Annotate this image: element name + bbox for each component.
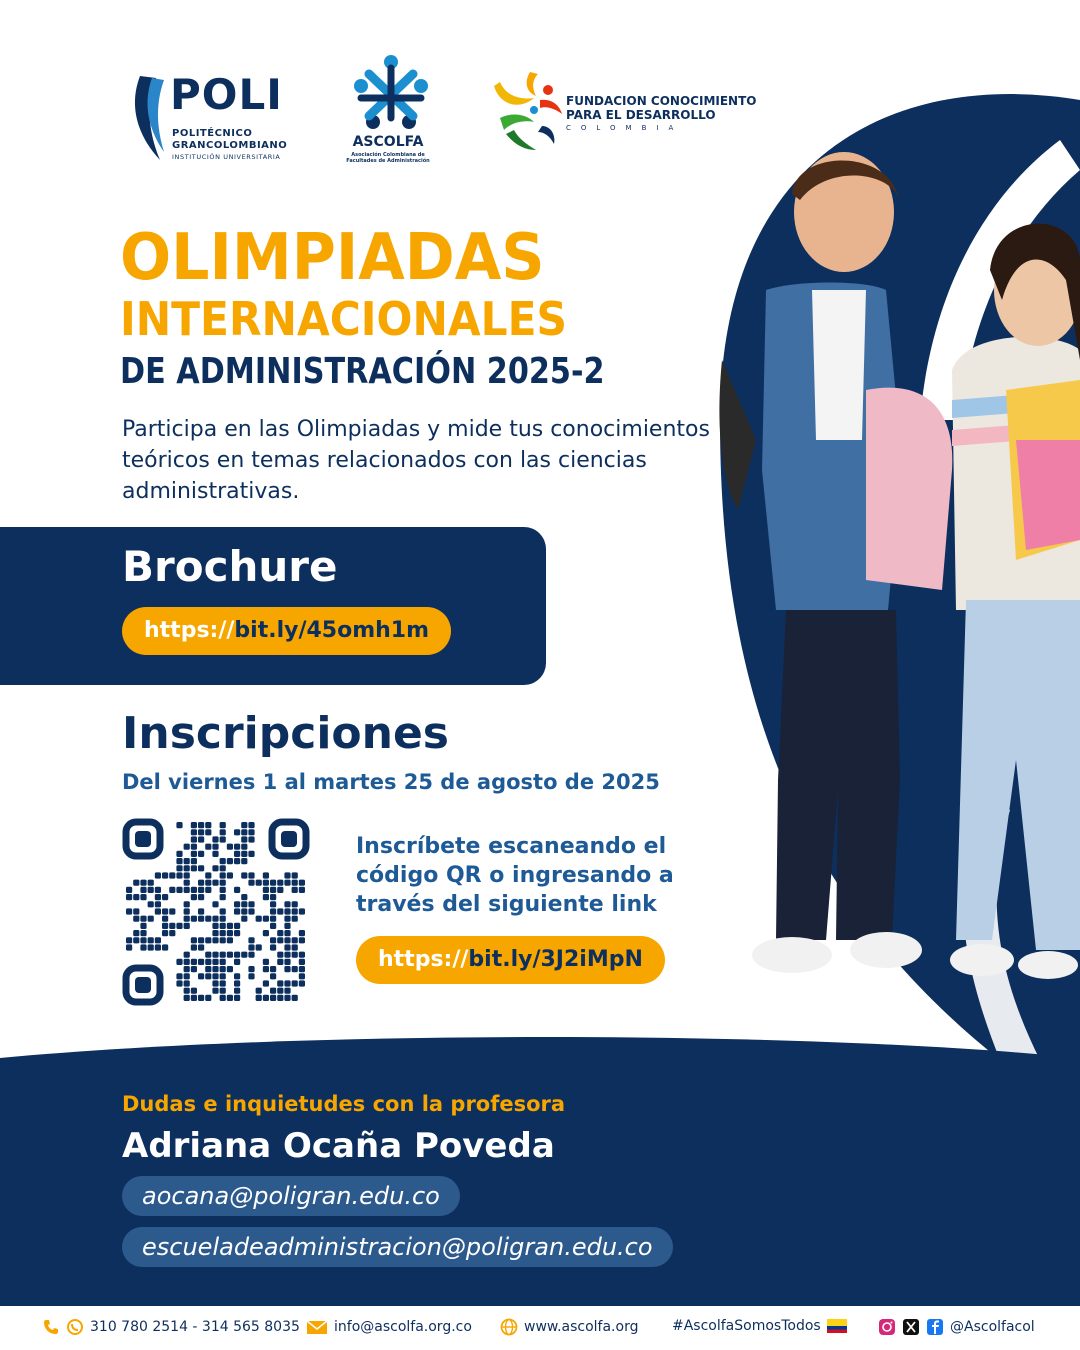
footer-web-text: www.ascolfa.org xyxy=(524,1319,639,1335)
ascolfa-emblem-icon xyxy=(339,52,443,136)
brochure-link[interactable] xyxy=(122,607,451,655)
footer-hashtag-text: #AscolfaSomosTodos xyxy=(672,1318,821,1334)
scan-instructions: Inscríbete escaneando el código QR o ingresando a través del siguiente link xyxy=(356,834,674,917)
inscripciones-dates: Del viernes 1 al martes 25 de agosto de 2025 xyxy=(122,770,660,794)
facebook-icon xyxy=(926,1318,944,1336)
footer-hashtag[interactable] xyxy=(672,1318,847,1334)
students-photo xyxy=(716,140,1080,1020)
school-email[interactable]: escueladeadministracion@poligran.edu.co xyxy=(122,1227,673,1267)
inscripciones-link-prefix: https:// xyxy=(378,947,469,972)
footer-phones-text: 310 780 2514 - 314 565 8035 xyxy=(90,1319,300,1335)
phone-icon xyxy=(42,1318,60,1336)
intro-text: Participa en las Olimpiadas y mide tus conocimientos teóricos en temas relacionados con las ciencias administrativas. xyxy=(122,417,710,504)
fundacion-line1: FUNDACION CONOCIMIENTO xyxy=(566,94,757,108)
ascolfa-subtitle: Asociación Colombiana de Facultades de Administración xyxy=(346,152,430,164)
brochure-link-rest: bit.ly/45omh1m xyxy=(234,618,430,643)
footer-web[interactable] xyxy=(500,1318,638,1336)
page-title xyxy=(120,222,680,400)
colombia-flag-icon xyxy=(827,1319,847,1333)
footer-social[interactable] xyxy=(878,1318,1035,1336)
student-boy xyxy=(719,152,952,973)
title-line2: INTERNACIONALES xyxy=(120,292,568,346)
inscripciones-link-rest: bit.ly/3J2iMpN xyxy=(468,947,643,972)
brochure-link-prefix: https:// xyxy=(144,618,235,643)
poli-line2: GRANCOLOMBIANO xyxy=(172,140,288,151)
footer-email[interactable] xyxy=(306,1318,472,1336)
professor-email[interactable]: aocana@poligran.edu.co xyxy=(122,1176,460,1216)
inscripciones-link[interactable] xyxy=(356,936,665,984)
footer-email-text: info@ascolfa.org.co xyxy=(334,1319,472,1335)
title-line1: OLIMPIADAS xyxy=(120,221,545,295)
doubts-label: Dudas e inquietudes con la profesora xyxy=(122,1092,566,1116)
ascolfa-logo xyxy=(336,52,446,176)
poli-name: POLI xyxy=(170,70,283,119)
instagram-icon xyxy=(878,1318,896,1336)
brochure-heading: Brochure xyxy=(122,542,338,591)
title-line3: DE ADMINISTRACIÓN 2025-2 xyxy=(120,351,605,392)
student-girl xyxy=(950,224,1080,979)
qr-code[interactable] xyxy=(122,818,310,1006)
ascolfa-name: ASCOLFA xyxy=(352,134,424,150)
footer-phones[interactable] xyxy=(42,1318,300,1336)
poli-line1: POLITÉCNICO xyxy=(172,128,253,139)
fundacion-line3: COLOMBIA xyxy=(566,124,684,132)
footer-social-text: @Ascolfacol xyxy=(950,1319,1035,1335)
professor-name: Adriana Ocaña Poveda xyxy=(122,1126,555,1166)
fundacion-emblem-icon xyxy=(490,64,566,156)
poli-line3: INSTITUCIÓN UNIVERSITARIA xyxy=(172,153,281,161)
mail-icon xyxy=(306,1318,328,1336)
poli-swoosh-icon xyxy=(130,72,170,162)
poli-logo xyxy=(128,66,298,166)
fundacion-line2: PARA EL DESARROLLO xyxy=(566,108,716,122)
x-icon xyxy=(902,1318,920,1336)
globe-icon xyxy=(500,1318,518,1336)
inscripciones-heading: Inscripciones xyxy=(122,708,449,759)
whatsapp-icon xyxy=(66,1318,84,1336)
